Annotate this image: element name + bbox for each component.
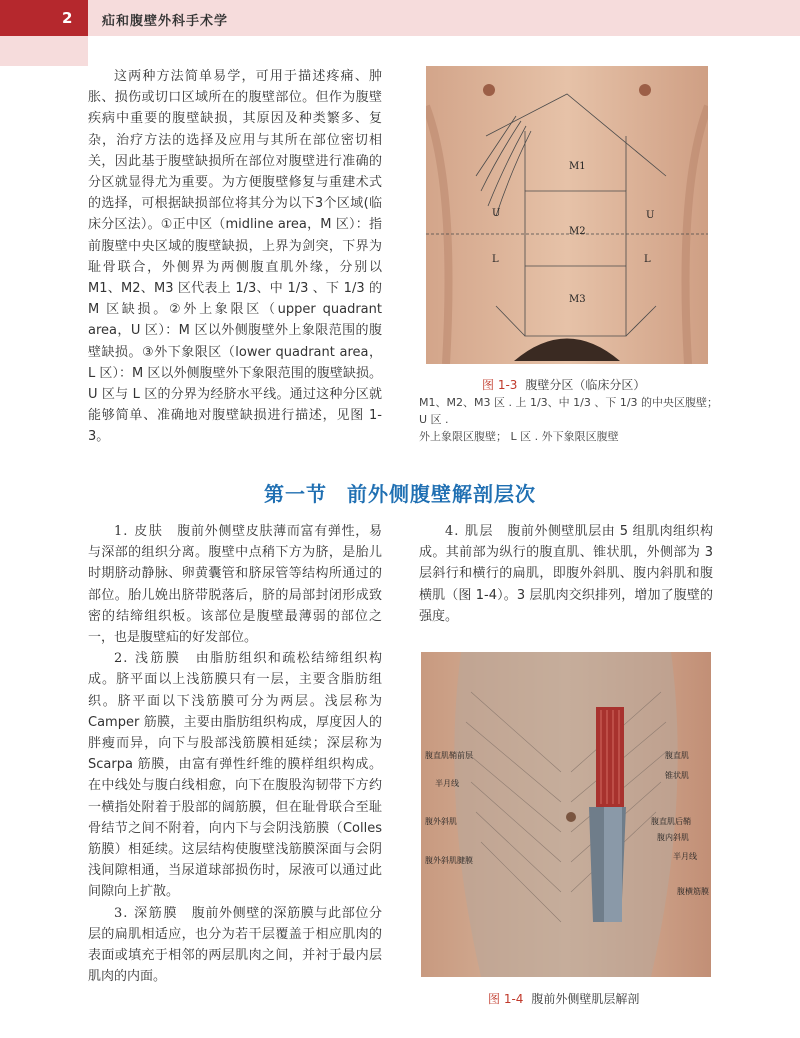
paragraph-deep-fascia	[88, 903, 382, 988]
zone-label-l-right: L	[644, 254, 651, 265]
paragraph-text: 腹前外侧壁的深筋膜与此部位分层的扁肌相适应，也分为若干层覆盖于相应肌肉的表面或填充于相邻的两层肌肉之间，并衬于最内层肌肉的内面。	[88, 905, 382, 985]
zone-label-m2: M2	[569, 226, 586, 237]
zone-label-m3: M3	[569, 294, 586, 305]
figure-1-4-label: 腹直肌	[665, 751, 689, 760]
figure-1-4-caption	[488, 990, 639, 1007]
zone-label-u-left: U	[492, 208, 501, 219]
figure-1-4-label: 腹外斜肌	[425, 817, 457, 826]
zone-label-m1: M1	[569, 161, 586, 172]
paragraph-text: 腹前外侧壁肌层由 5 组肌肉组织构成。其前部为纵行的腹直肌、锥状肌，外侧部为 3 层斜行和横行的扁肌，即腹外斜肌、腹内斜肌和腹横肌（图 1-4）。3 层肌肉交织排列，增加了腹壁的强度。	[419, 524, 713, 624]
paragraph-text: 腹前外侧壁皮肤薄而富有弹性，易与深部的组织分离。腹壁中点稍下方为脐，是胎儿时期脐动静脉、卵黄囊管和脐尿管等结构所通过的部位。胎儿娩出脐带脱落后，脐的局部封闭形成致密的结缔组织板。该部位是腹壁最薄弱的部位之一，也是腹壁疝的好发部位。	[88, 524, 382, 646]
figure-1-4-label: 半月线	[673, 852, 697, 861]
page-number: 2	[62, 9, 73, 27]
paragraph-text: 由脂肪组织和疏松结缔组织构成。脐平面以上浅筋膜只有一层，主要含脂肪组织。脐平面以下浅筋膜可分为两层。浅层称为 Camper 筋膜，主要由脂肪组织构成，厚度因人的胖瘦而异，向下与股部浅筋膜相延续；深层称为 Scarpa 筋膜，由富有弹性纤维的膜样组织构成。在中线处与腹白线相愈，向下在腹股沟韧带下方约一横指处附着于股部的阔筋膜，但在耻骨联合至耻骨结节之间不附着，向内下与会阴浅筋膜（Colles 筋膜）相延续。这层结构使腹壁浅筋膜深面与会阴浅间隙相通，当尿道球部损伤时，尿液可以通过此间隙向上扩散。	[88, 651, 382, 900]
paragraph-superficial-fascia	[88, 648, 382, 902]
zone-label-u-right: U	[646, 210, 655, 221]
figure-1-4-label: 半月线	[435, 779, 459, 788]
intro-text: 这两种方法简单易学，可用于描述疼痛、肿胀、损伤或切口区域所在的腹壁部位。但作为腹壁疾病中重要的腹壁缺损，其原因及种类繁多、复杂，治疗方法的选择及应用与其所在部位密切相关，因此基于腹壁缺损所在部位对腹壁进行准确的分区就显得尤为重要。为方便腹壁修复与重建术式的选择，可根据缺损部位将其分为以下3个区域(临床分区法）。①正中区（midline area，M 区）：指前腹壁中央区域的腹壁缺损，上界为剑突，下界为耻骨联合，外侧界为两侧腹直肌外缘，分别以 M1、M2、M3 区代表上 1/3、中 1/3 、下 1/3 的 M 区缺损。②外上象限区（upper quadrant area，U 区）：M 区以外侧腹壁外上象限范围的腹壁缺损。③外下象限区（lower quadrant area，L 区）：M 区以外侧腹壁外下象限范围的腹壁缺损。U 区与 L 区的分界为经脐水平线。通过这种分区就能够简单、准确地对腹壁缺损进行描述，见图 1-3。	[88, 69, 382, 445]
paragraph-muscle-layer	[419, 521, 713, 627]
header-band-lower	[0, 36, 88, 66]
figure-1-4-label: 腹直肌后鞘	[651, 817, 691, 826]
figure-1-3-title: 腹壁分区（临床分区）	[525, 378, 646, 392]
figure-1-4-label: 腹外斜肌腱膜	[425, 856, 473, 865]
figure-1-3-caption	[482, 376, 645, 393]
paragraph-lead: 3. 深筋膜	[114, 905, 179, 921]
paragraph-lead: 2. 浅筋膜	[114, 651, 182, 667]
paragraph-lead: 4. 肌层	[445, 524, 494, 539]
section-heading	[0, 478, 800, 507]
figure-1-4-label: 锥状肌	[665, 771, 689, 780]
figure-1-4-title: 腹前外侧壁肌层解剖	[531, 992, 640, 1006]
figure-1-3-note-line-2: 外上象限区腹壁； L 区 . 外下象限区腹壁	[419, 430, 619, 443]
book-title: 疝和腹壁外科手术学	[102, 14, 229, 29]
figure-1-3-image	[426, 66, 708, 364]
left-column	[88, 521, 382, 987]
paragraph-skin	[88, 521, 382, 648]
figure-1-3-number: 图 1-3	[482, 378, 518, 392]
header-red-block	[0, 0, 88, 36]
figure-1-4-label: 腹内斜肌	[657, 833, 689, 842]
zone-label-l-left: L	[492, 254, 499, 265]
right-column	[419, 521, 713, 627]
section-title: 前外侧腹壁解剖层次	[347, 482, 536, 506]
figure-1-4-label: 腹直肌鞘前层	[425, 751, 473, 760]
figure-1-4-label: 腹横筋膜	[677, 887, 709, 896]
section-number: 第一节	[264, 482, 327, 506]
intro-paragraph	[88, 66, 382, 448]
figure-1-3-note-line-1: M1、M2、M3 区 . 上 1/3、中 1/3 、下 1/3 的中央区腹壁；U 区 .	[419, 396, 719, 426]
figure-1-4-number: 图 1-4	[488, 992, 524, 1006]
figure-1-4-image	[421, 652, 711, 977]
figure-1-3-note	[419, 394, 719, 445]
paragraph-lead: 1. 皮肤	[114, 524, 164, 539]
